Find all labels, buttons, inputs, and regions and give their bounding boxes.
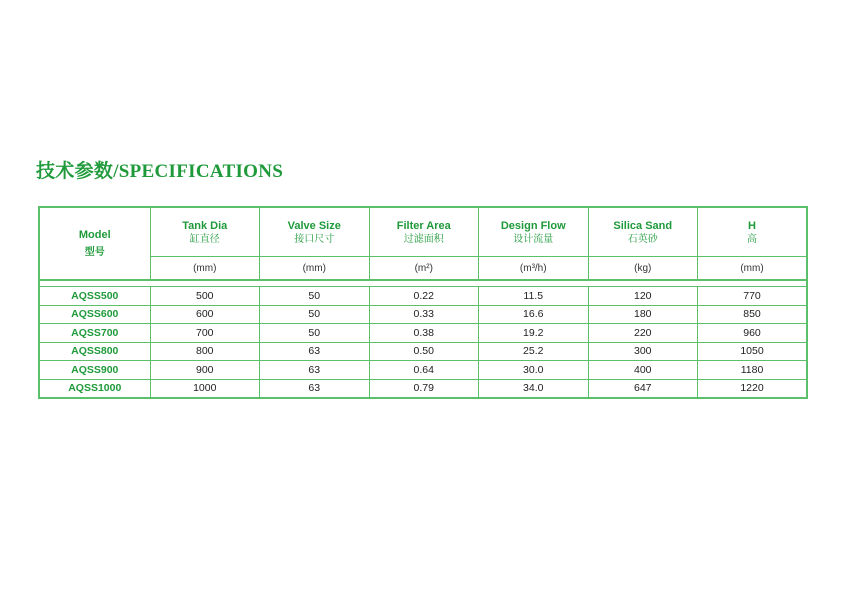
column-header-en: H — [748, 219, 756, 232]
table-cell: 1000 — [150, 379, 260, 398]
table-cell: 800 — [150, 342, 260, 361]
header-row — [39, 207, 807, 257]
specifications-table — [38, 206, 808, 399]
table-cell: 63 — [260, 342, 370, 361]
table-cell: 900 — [150, 361, 260, 380]
unit-cell: (mm) — [150, 257, 260, 281]
table-cell: 400 — [588, 361, 698, 380]
model-cell: AQSS700 — [39, 324, 150, 343]
column-header-model — [39, 207, 150, 280]
table-cell: 1220 — [698, 379, 808, 398]
table-row — [39, 305, 807, 324]
model-cell: AQSS600 — [39, 305, 150, 324]
table-cell: 770 — [698, 287, 808, 306]
model-cell: AQSS800 — [39, 342, 150, 361]
column-header-en: Valve Size — [287, 219, 341, 232]
column-header-zh: 石英砂 — [627, 233, 658, 245]
specifications-table-container — [38, 206, 806, 399]
column-header-en: Model — [78, 229, 111, 241]
table-row — [39, 287, 807, 306]
table-cell: 63 — [260, 379, 370, 398]
table-cell: 647 — [588, 379, 698, 398]
table-cell: 19.2 — [479, 324, 589, 343]
table-cell: 0.22 — [369, 287, 479, 306]
table-row — [39, 379, 807, 398]
table-cell: 960 — [698, 324, 808, 343]
table-cell: 220 — [588, 324, 698, 343]
column-header-en: Silica Sand — [613, 219, 673, 232]
table-cell: 120 — [588, 287, 698, 306]
table-cell: 63 — [260, 361, 370, 380]
table-cell: 30.0 — [479, 361, 589, 380]
table-row — [39, 361, 807, 380]
unit-cell: (mm) — [260, 257, 370, 281]
table-cell: 34.0 — [479, 379, 589, 398]
unit-cell: (m³/h) — [479, 257, 589, 281]
table-row — [39, 342, 807, 361]
model-cell: AQSS900 — [39, 361, 150, 380]
column-header-tank-dia — [150, 207, 260, 257]
table-cell: 600 — [150, 305, 260, 324]
column-header-zh: 过滤面积 — [403, 233, 444, 245]
column-header-filter-area — [369, 207, 479, 257]
table-cell: 850 — [698, 305, 808, 324]
table-cell: 0.64 — [369, 361, 479, 380]
column-header-zh: 型号 — [84, 247, 105, 258]
table-cell: 0.38 — [369, 324, 479, 343]
table-cell: 700 — [150, 324, 260, 343]
column-header-zh: 设计流量 — [513, 233, 554, 245]
table-row — [39, 324, 807, 343]
table-cell: 1050 — [698, 342, 808, 361]
table-cell: 50 — [260, 287, 370, 306]
table-cell: 0.79 — [369, 379, 479, 398]
column-header-zh: 高 — [747, 233, 757, 245]
unit-cell: (mm) — [698, 257, 808, 281]
table-cell: 50 — [260, 305, 370, 324]
table-cell: 0.33 — [369, 305, 479, 324]
column-header-zh: 缸直径 — [189, 233, 220, 245]
column-header-height — [698, 207, 808, 257]
table-cell: 11.5 — [479, 287, 589, 306]
unit-row — [39, 257, 807, 281]
table-cell: 25.2 — [479, 342, 589, 361]
table-cell: 50 — [260, 324, 370, 343]
table-cell: 500 — [150, 287, 260, 306]
column-header-silica-sand — [588, 207, 698, 257]
column-header-zh: 接口尺寸 — [294, 233, 335, 245]
model-cell: AQSS500 — [39, 287, 150, 306]
column-header-en: Tank Dia — [182, 219, 228, 232]
column-header-valve-size — [260, 207, 370, 257]
table-cell: 0.50 — [369, 342, 479, 361]
column-header-en: Filter Area — [396, 219, 451, 232]
unit-cell: (kg) — [588, 257, 698, 281]
table-cell: 180 — [588, 305, 698, 324]
column-header-design-flow — [479, 207, 589, 257]
table-cell: 16.6 — [479, 305, 589, 324]
model-cell: AQSS1000 — [39, 379, 150, 398]
table-cell: 300 — [588, 342, 698, 361]
page-title: 技术参数/SPECIFICATIONS — [36, 161, 284, 182]
column-header-en: Design Flow — [500, 219, 566, 232]
unit-cell: (m²) — [369, 257, 479, 281]
table-cell: 1180 — [698, 361, 808, 380]
